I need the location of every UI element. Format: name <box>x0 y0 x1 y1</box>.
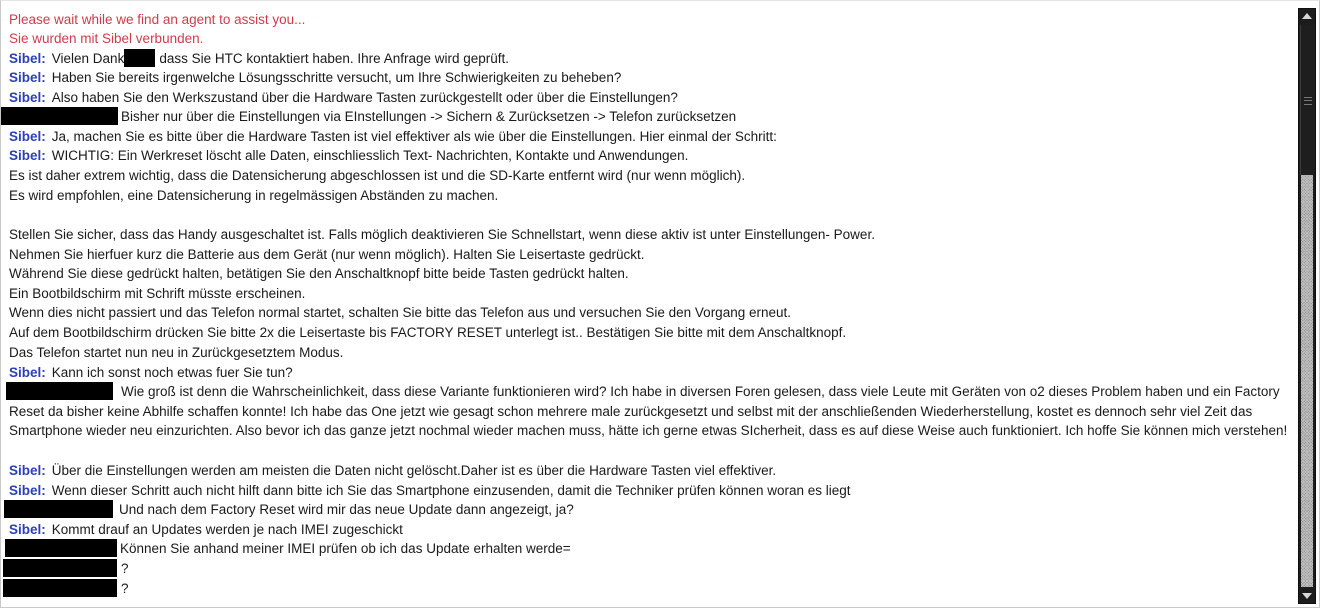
agent-name: Sibel: <box>9 483 46 498</box>
customer-message <box>3 559 1292 579</box>
agent-name: Sibel: <box>9 148 46 163</box>
message-text: dass Sie HTC kontaktiert haben. Ihre Anfrage wird geprüft. <box>159 51 510 66</box>
agent-name: Sibel: <box>9 129 46 144</box>
system-wait-message: Please wait while we find an agent to assist you... <box>9 12 306 27</box>
message-text: Können Sie anhand meiner IMEI prüfen ob ich das Update erhalten werde= <box>120 541 571 556</box>
agent-message <box>9 146 1292 166</box>
scroll-down-arrow-icon[interactable] <box>1302 593 1312 599</box>
agent-name: Sibel: <box>9 90 46 105</box>
message-text: ? <box>121 561 129 576</box>
message-text: Haben Sie bereits irgenwelche Lösungsschritte versucht, um Ihre Schwierigkeiten zu beheben? <box>51 70 622 85</box>
message-text: Ja, machen Sie es bitte über die Hardware Tasten ist viel effektiver als wie über die Einstellungen. Hier einmal der Schritt: <box>51 129 777 144</box>
chat-transcript <box>0 8 1296 604</box>
agent-name: Sibel: <box>9 51 46 66</box>
customer-message <box>9 382 1288 441</box>
message-continuation: Nehmen Sie hierfuer kurz die Batterie aus dem Gerät (nur wenn möglich). Halten Sie Leisertaste gedrückt. <box>9 247 645 262</box>
customer-message <box>3 579 1292 599</box>
message-continuation: Während Sie diese gedrückt halten, betätigen Sie den Anschaltknopf bitte beide Tasten gedrückt halten. <box>9 266 629 281</box>
message-text: Wie groß ist denn die Wahrscheinlichkeit, dass diese Variante funktionieren wird? Ich habe in diversen Foren gelesen, dass viele Leute mit Geräten von o2 dieses Problem haben und ein Factory Reset da bisher keine Abhilfe schaffen konnte! Ich habe das One jetzt wie gesagt schon mehrere male zurückgesetzt und selbst mit der anschließenden Wiederherstellung, kostet es dennoch sehr viel Zeit das Smartphone wieder neu einzurichten. Also bevor ich das ganze jetzt nochmal wieder machen muss, hätte ich gerne etwas SIcherheit, dass es auf diese Weise auch funktioniert. Ich hoffe Sie können mich verstehen! <box>9 384 1288 439</box>
message-text: Kann ich sonst noch etwas fuer Sie tun? <box>51 365 293 380</box>
message-continuation: Es ist daher extrem wichtig, dass die Datensicherung abgeschlossen ist und die SD-Karte entfernt wird (nur wenn möglich). <box>9 168 746 183</box>
redacted-name <box>3 559 117 577</box>
message-continuation: Stellen Sie sicher, dass das Handy ausgeschaltet ist. Falls möglich deaktivieren Sie Schnellstart, wenn diese aktiv ist unter Einstellungen- Power. <box>9 227 875 242</box>
message-continuation: Ein Bootbildschirm mit Schrift müsste erscheinen. <box>9 286 306 301</box>
redacted-name <box>1 107 118 125</box>
redacted-name <box>3 579 117 597</box>
message-text: Vielen Dank <box>51 51 125 66</box>
redacted-name <box>5 539 117 557</box>
message-text: Also haben Sie den Werkszustand über die Hardware Tasten zurückgestellt oder über die Einstellungen? <box>51 90 678 105</box>
agent-message <box>9 88 1292 108</box>
message-text: WICHTIG: Ein Werkreset löscht alle Daten, einschliesslich Text- Nachrichten, Kontakte und Anwendungen. <box>51 148 689 163</box>
message-text: Über die Einstellungen werden am meisten die Daten nicht gelöscht.Daher ist es über die Hardware Tasten viel effektiver. <box>51 463 777 478</box>
agent-name: Sibel: <box>9 365 46 380</box>
message-text: Kommt drauf an Updates werden je nach IMEI zugeschickt <box>51 522 403 537</box>
system-connected-message: Sie wurden mit Sibel verbunden. <box>9 31 204 46</box>
customer-message <box>1 107 1292 127</box>
agent-message <box>9 363 1292 383</box>
message-text: ? <box>121 581 129 596</box>
redacted-name <box>6 382 113 400</box>
agent-message <box>9 520 1292 540</box>
message-continuation: Es wird empfohlen, eine Datensicherung in regelmässigen Abständen zu machen. <box>9 188 499 203</box>
customer-message <box>4 500 1292 520</box>
vertical-scrollbar[interactable] <box>1298 8 1316 604</box>
agent-name: Sibel: <box>9 522 46 537</box>
scrollbar-thumb[interactable] <box>1300 25 1314 175</box>
message-text: Bisher nur über die Einstellungen via EInstellungen -> Sichern & Zurücksetzen -> Telefon zurücksetzen <box>121 109 737 124</box>
redacted-block <box>124 49 155 67</box>
agent-message <box>9 49 1292 69</box>
message-continuation: Das Telefon startet nun neu in Zurückgesetztem Modus. <box>9 345 344 360</box>
customer-message <box>5 539 1292 559</box>
message-continuation: Auf dem Bootbildschirm drücken Sie bitte 2x die Leisertaste bis FACTORY RESET unterlegt ist.. Bestätigen Sie bitte mit dem Anschaltknopf. <box>9 325 847 340</box>
agent-name: Sibel: <box>9 463 46 478</box>
message-continuation: Wenn dies nicht passiert und das Telefon normal startet, schalten Sie bitte das Telefon aus und versuchen Sie den Vorgang erneut. <box>9 305 791 320</box>
agent-message <box>9 68 1292 88</box>
message-text: Wenn dieser Schritt auch nicht hilft dann bitte ich Sie das Smartphone einzusenden, damit die Techniker prüfen können woran es liegt <box>51 483 851 498</box>
agent-message <box>9 127 1292 147</box>
agent-message <box>9 481 1292 501</box>
message-text: Und nach dem Factory Reset wird mir das neue Update dann angezeigt, ja? <box>119 502 574 517</box>
agent-message <box>9 461 1292 481</box>
redacted-name <box>4 500 113 518</box>
agent-name: Sibel: <box>9 70 46 85</box>
grip-icon <box>1304 97 1312 105</box>
scroll-up-arrow-icon[interactable] <box>1302 13 1312 19</box>
